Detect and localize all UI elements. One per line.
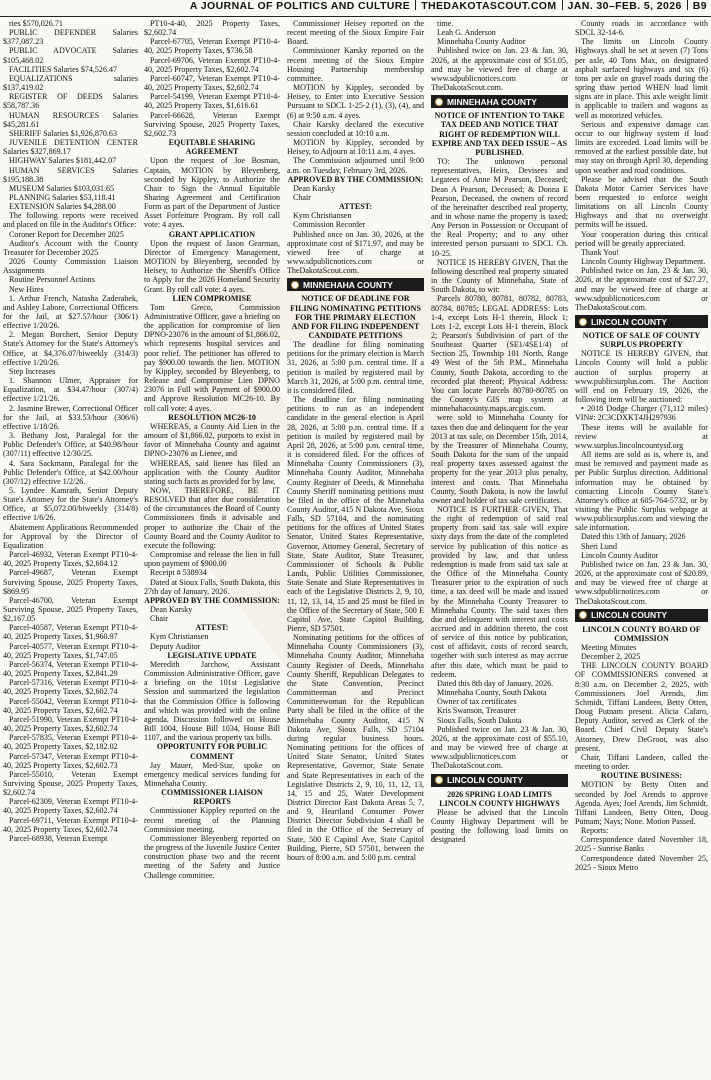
notice-paragraph: MUSEUM Salaries $103,031.65 <box>9 183 115 193</box>
notice-body <box>287 340 424 862</box>
notice-paragraph: Parcel-56374, Veteran Exempt PT10-4-40, 2025 Property Taxes, $2,841.29 <box>3 659 138 679</box>
notice-paragraph: Receipt # 538934 <box>150 568 207 578</box>
commission-minutes-end <box>287 19 424 275</box>
notice-title: 2026 SPRING LOAD LIMITS LINCOLN COUNTY HIGHWAYS <box>439 789 560 808</box>
notice-paragraph: Meredith Jarchow, Assistant Commission Administrative Officer, gave a briefing on the 101st Legislative Session and summarized the legislation that the Commission Office is following and which was provided with the online agenda. Discussion followed on House Bill 1004, House Bill 1034, House Bill 1107, and the various property tax bills. <box>144 659 280 743</box>
notice-paragraph: NOTICE IS HEREBY GIVEN, That the following described real property situated in the County of Minnehaha, State of South Dakota, to wit: <box>431 257 568 295</box>
notice-paragraph: SHERIFF Salaries $1,926,870.63 <box>9 128 117 138</box>
notice-paragraph: • 2018 Dodge Charger (71,112 miles) VIN#: 2C3CDXKT4JH297936 <box>575 404 708 423</box>
notice-paragraph: Parcel-57316, Veteran Exempt PT10-4-40, 2025 Property Taxes, $2,602.74 <box>3 678 138 697</box>
notice-paragraph: PT10-4-40, 2025 Property Taxes, $2,602.74 <box>144 19 280 38</box>
notice-paragraph: Chair <box>293 192 311 202</box>
notice-paragraph: County roads in accordance with SDCL 32-14-6. <box>575 19 708 38</box>
notice-paragraph[interactable]: Published twice on Jan. 23 & Jan. 30, 2026, at the approximate cost of $20.89, and may be viewed free of charge at www.sdpublicnotices.com or TheDakotaScout.com. <box>575 559 708 606</box>
notice-paragraph: Jay Mauer, Med-Star, spoke on emergency medical services funding for Minnehaha County. <box>144 760 280 788</box>
notice-paragraph: Commissioner Bleyenberg reported on the progress of the Juvenile Justice Center construction phase two and the recent meeting of the Safety and Justice Challenge committee. <box>144 833 280 880</box>
notice-paragraph: The deadline for filing nominating petitions for the primary election is March 31, 2026, at 5:00 p.m. central time. If a petition is mailed by registered mail by March 31, 2026, at 5:00 p.m. central time, it is considered filed. <box>287 340 424 395</box>
notice-paragraph: Commissioner Karsky reported on the recent meeting of the Sioux Empire Housing Partnership membership committee. <box>287 46 424 83</box>
notice-paragraph: Tom Greco, Commission Administrative Officer, gave a briefing on the application for compromise of lien DPNO-23076 in the amount of $1,866.02, which represents hospital services and poor relief. The petitioner has offered to pay $900.00 towards the lien. MOTION by Kippley, seconded by Bleyenberg, to Release and Compromise Lien DPNO 23076 in Full with Payment of $900.00 and Approve Resolution MC26-10. By roll call vote: 4 ayes. <box>144 302 280 413</box>
notice-paragraph: GRANT APPLICATION <box>168 229 256 239</box>
notice-paragraph: Please be advised that the Lincoln County Highway Department will be posting the following load limits on designated <box>431 807 568 845</box>
section-banner <box>575 315 708 328</box>
notice-paragraph: MOTION by Kippley, seconded by Heisey, to Adjourn at 10:11 a.m. 4 ayes. <box>287 138 424 157</box>
county-seal-icon <box>435 776 443 784</box>
notice-paragraph: ATTEST: <box>195 623 229 633</box>
issue-date: JAN. 30–FEB. 5, 2026 <box>567 0 682 12</box>
notice-paragraph: 2026 County Commission Liaison Assignments <box>3 257 138 276</box>
notice-paragraph: Abatement Applications Recommended for Approval by the Director of Equalization <box>3 522 138 550</box>
notice-paragraph: Chair, Tiffani Landeen, called the meeting to order. <box>575 752 708 772</box>
county-seal-icon <box>291 281 299 289</box>
notice-paragraph: Owner of tax certificates <box>437 697 517 707</box>
notice-paragraph: OPPORTUNITY FOR PUBLIC COMMENT <box>156 742 268 761</box>
notice-paragraph: LIEN COMPROMISE <box>172 293 252 303</box>
notice-paragraph[interactable]: Published twice on Jan. 23 & Jan. 30, 2026, at the approximate cost of $51.05, and may be viewed free of charge at www.sdpublicnotices.com or TheDakotaScout.com. <box>431 46 568 93</box>
banner-label: LINCOLN COUNTY <box>591 610 668 621</box>
notice-paragraph: EXTENSION Salaries $4,288.00 <box>9 202 116 212</box>
notice-paragraph: Kym Christiansen <box>150 632 209 642</box>
notice-paragraph: PLANNING Salaries $53,118.41 <box>9 192 116 202</box>
notice-paragraph: Parcel-67705, Veteran Exempt PT10-4-40, 2025 Property Taxes, $736.58 <box>144 37 280 56</box>
notice-body <box>431 157 568 770</box>
notice-paragraph: Reports: <box>581 826 609 836</box>
notice-paragraph: Dated at Sioux Falls, South Dakota, this 27th day of January, 2026. <box>144 577 280 596</box>
notice-end <box>431 19 568 92</box>
notice-paragraph: ATTEST: <box>338 202 373 212</box>
notice-paragraph: Parcel-51990, Veteran Exempt PT10-4-40, 2025 Property Taxes, $2,602.74 <box>3 714 138 734</box>
notice-paragraph: REGISTER OF DEEDS Salaries $58,787.36 <box>3 92 138 111</box>
notice-paragraph: Parcel-60747, Veteran Exempt PT10-4-40, 2025 Property Taxes, $2,602.74 <box>144 73 280 93</box>
notice-paragraph[interactable]: Published once on Jan. 30, 2026, at the approximate cost of $171.97, and may be viewed free of charge at www.sdpublicnotices.com or TheDakotaScout.com. <box>287 229 424 276</box>
notice-paragraph: The following reports were received and placed on file in the Auditor's Office: <box>3 211 138 230</box>
site-name[interactable]: THEDAKOTASCOUT.COM <box>421 0 557 12</box>
notice-body <box>431 808 568 845</box>
banner-label: LINCOLN COUNTY <box>591 316 668 327</box>
notice-paragraph[interactable]: Parcels 80780, 80781, 80782, 80783, 80784, 80785; LEGAL ADDRESS: Lots 1-4, except Lots H-1 therein, Block 1; Lots 1-2, except Lots H-1 therein, Block 2; Pearson's Subdivision of part of the Southeast Quarter (SE1/4SE1/4) of Section 25, Township 101 North, Range 49 West of the 5th P.M., Minnehaha County, South Dakota, according to the recorded plat thereof; Physical Address: You can locate Parcels 80780-80785 on the County's GIS map system at minnehahacounty.maps.arcgis.com. <box>431 294 568 414</box>
notice-paragraph: WHEREAS, a County Aid Lien in the amount of $1,866.02, purports to exist in favor of Minnehaha County and against DPNO-23076 as Lienee, and <box>144 421 280 459</box>
section-banner <box>431 95 568 108</box>
notice-paragraph: NOW, THEREFORE, BE IT RESOLVED that after due consideration of the circumstances the Board of County Commissioners finds it advisable and proper to authorize the Chair of the County Board and the County Auditor to execute the following: <box>144 485 280 550</box>
notice-paragraph: Coroner Report for December 2025 <box>9 229 124 239</box>
notice-paragraph: RESOLUTION MC26-10 <box>168 412 256 422</box>
notice-paragraph: Parcel-66628, Veteran Exempt Surviving Spouse, 2025 Property Taxes, $2,602.73 <box>144 110 280 138</box>
notice-paragraph: Minnehaha County Auditor <box>437 37 526 47</box>
notice-paragraph[interactable]: Published twice on Jan. 23 & Jan. 30, 2026, at the approximate cost of $27.27, and may be viewed free of charge at www.sdpublicnotices.com or TheDakotaScout.com. <box>575 266 708 312</box>
notice-paragraph: MOTION by Kippley, seconded by Heisey, to Enter into Executive Session Pursuant to SDCL 1-25-2 (1), (3), (4), and (6) at 9:50 a.m. 4 ayes. <box>287 83 424 120</box>
notice-paragraph: Dated this 13th of January, 2026 <box>581 532 686 542</box>
notice-paragraph: LEGISLATIVE UPDATE <box>167 650 257 660</box>
notice-paragraph: Routine Personnel Actions <box>9 275 95 285</box>
notice-body <box>575 349 708 605</box>
notice-paragraph: Commissioner Kippley reported on the recent meeting of the Planning Commission meeting. <box>144 806 280 834</box>
notice-paragraph: Correspondence dated November 25, 2025 - Sioux Metro <box>575 853 708 872</box>
notice-paragraph: Your cooperation during this critical period will be greatly appreciated. <box>575 229 708 248</box>
notice-paragraph: Dean Karsky <box>293 183 336 193</box>
column-4 <box>431 19 568 1077</box>
notice-paragraph: Chair Karsky declared the executive session concluded at 10:10 a.m. <box>287 119 424 138</box>
notice-paragraph: 4. Sara Sackmann, Paralegal for the Public Defender's Office, at $42.00/hour (307/12) effective 1/2/26. <box>3 458 138 486</box>
notice-paragraph: Parcel-55010, Veteran Exempt Surviving Spouse, 2025 Property Taxes, $2,602.74 <box>3 769 138 798</box>
notice-paragraph: PUBLIC DEFENDER Salaries $377,087.23 <box>3 28 138 47</box>
notice-paragraph: 1. Shannon Ulmer, Appraiser for Equalization, at $34.47/hour (307/4) effective 1/21/26. <box>3 376 138 404</box>
notice-paragraph: WHEREAS, said lienee has filed an application with the County Auditor stating such facts as provided for by law, <box>144 458 280 486</box>
notice-paragraph: Parcel-57835, Veteran Exempt PT10-4-40, 2025 Property Taxes, $2,182.02 <box>3 733 138 752</box>
notice-paragraph: ries $570,026.71 <box>9 19 63 28</box>
notice-paragraph: time. <box>437 19 454 28</box>
legal-notices-columns <box>3 19 708 1077</box>
notice-end <box>575 19 708 312</box>
notice-paragraph: Parcel-55042, Veteran Exempt PT10-4-40, 2025 Property Taxes, $2,602.74 <box>3 696 138 715</box>
notice-paragraph: New Hires <box>9 284 44 294</box>
notice-paragraph: Parcel-49687, Veteran Exempt Surviving Spouse, 2025 Property Taxes, $869.95 <box>3 568 138 596</box>
banner-label: MINNEHAHA COUNTY <box>447 96 537 107</box>
notice-paragraph: Sheri Lund <box>581 541 617 551</box>
notice-paragraph: Minnehaha County, South Dakota <box>437 688 547 698</box>
notice-paragraph: NOTICE IS FURTHER GIVEN, That the right of redemption of said real property from said tax sale will expire sixty days from the date of the completed service by publication of this notice as provided by law, and that unless redemption is made from said tax sale at the Office of the Minnehaha County Treasurer prior to the expiration of such time, a tax deed will be made and issued by the Minnehaha County Treasurer to Minnehaha County. The said taxes then due and delinquent with interest and costs accrued and in addition thereto, the cost of service of this notice by publication, cost of affidavit, costs of record search, together with such interest as may accrue after this date, which must be paid to redeem. <box>431 504 568 679</box>
page-number: B9 <box>692 0 707 12</box>
banner-label: LINCOLN COUNTY <box>447 775 524 785</box>
notice-paragraph: Serious and expensive damage can occur to our highway system if load limits are exceeded. Load limits will be removed at the earliest possible date, but may stay on through April 30, depending upon weather and road conditions. <box>575 119 708 175</box>
notice-paragraph[interactable]: Published twice on Jan. 23 & Jan. 30, 2026, at the approximate cost of $55.10, and may be viewed free of charge at www.sdpublicnotices.com or TheDakotaScout.com. <box>431 724 568 771</box>
notice-paragraph: EQUALIZATIONS salaries $137,419.02 <box>3 73 138 93</box>
notice-paragraph: 2. Jasmine Brewer, Correctional Officer for the Jail, at $33.53/hour (306/6) effective 1/18/26. <box>3 403 138 431</box>
notice-paragraph: TO: The unknown personal representatives, Heirs, Devisees and Legatees of Anne M Pearson, Deceased; Dean A Pearson, Deceased; & Donna E Pearson, Deceased, the owners of record of the hereinafter described real property, and in whose name the property is taxed; Any Person in Possession or Occupant of the Real Property; and to any other interested person pursuant to SDCL Ch. 10-25. <box>431 157 568 258</box>
notice-paragraph: HIGHWAY Salaries $181,442.07 <box>9 156 117 166</box>
notice-paragraph: Upon the request of Jason Gearman, Director of Emergency Management, MOTION by Bleyenberg, seconded by Heisey, to Authorize the Sheriff's Office to Apply for the 2026 Homeland Security Grant. By roll call vote: 4 ayes. <box>144 238 280 294</box>
notice-paragraph: FACILITIES Salaries $74,526.47 <box>9 64 118 74</box>
notice-paragraph: Kris Swanson, Treasurer <box>437 706 517 716</box>
notice-paragraph: Lincoln County Highway Department. <box>581 257 706 267</box>
notice-paragraph: Meeting Minutes <box>581 643 637 652</box>
notice-paragraph: HUMAN SERVICES Salaries $195,188.38 <box>3 165 138 184</box>
notice-paragraph: The Commission adjourned until 9:00 a.m. on Tuesday, February 3rd, 2026. <box>287 156 424 175</box>
notice-paragraph: Thank You! <box>581 247 620 257</box>
notice-paragraph: Parcel-69711, Veteran Exempt PT10-4-40, 2025 Property Taxes, $2,602.74 <box>3 815 138 834</box>
column-1 <box>3 19 138 1077</box>
notice-paragraph: Parcel-69706, Veteran Exempt PT10-4-40, 2025 Property Taxes, $2,602.74 <box>144 55 280 74</box>
county-seal-icon <box>435 98 443 106</box>
notice-paragraph: 3. Bethany Jost, Paralegal for the Public Defender's Office, at $40.98/hour (307/11) effective 12/30/25. <box>3 431 138 459</box>
column-3 <box>287 19 424 1077</box>
notice-paragraph: MOTION by Betty Otten and seconded by Joel Arends to approve Agenda. Ayes; Joel Arends, Jim Schmidt, Tiffani Landeen, Betty Otten, Doug Putnam; Nays; None. Motion Passed. <box>575 780 708 826</box>
notice-paragraph: Deputy Auditor <box>150 641 201 651</box>
notice-title: NOTICE OF INTENTION TO TAKE TAX DEED AND NOTICE THAT RIGHT OF REDEMPTION WILL EXPIRE AND TAX DEED ISSUE – AS PUBLISHED. <box>431 111 568 157</box>
notice-paragraph: Parcel-62309, Veteran Exempt PT10-4-40, 2025 Property Taxes, $2,602.74 <box>3 797 138 816</box>
notice-paragraph: Parcel-57347, Veteran Exempt PT10-4-40, 2025 Property Taxes, $2,602.73 <box>3 751 138 770</box>
notice-paragraph: 5. Lyndee Kamrath, Senior Deputy State's Attorney for the State's Attorney's Office, at $5,072.00/biweekly (314/8) effective 1/6/26. <box>3 485 138 523</box>
notice-paragraph: JUVENILE DETENTION CENTER Salaries $327,869.17 <box>3 138 138 157</box>
notice-paragraph[interactable]: NOTICE IS HEREBY GIVEN, that Lincoln County will hold a public auction of surplus property at www.publicsurplus.com. The Auction will end on February 19, 2026, the following item will be auctioned: <box>575 349 708 405</box>
notice-paragraph[interactable]: These items will be available for review at www.surplus.lincolncountysd.org <box>575 422 708 450</box>
notice-paragraph: Chair <box>150 614 168 624</box>
notice-paragraph: Nominating petitions for the offices of Minnehaha County Commissioners (3), Minnehaha County Auditor, Minnehaha County Register of Deeds, Minnehaha County Sheriff, Republican Delegates to the State Convention, Precinct Committeeman and Precinct Committeewoman for the Republican Party shall be filed in the office of the Minnehaha County Auditor, 415 N Dakota Ave, Sioux Falls, SD 57104 during regular business hours. Nominating petitions for the offices of United State Senator, United States Representative, Governor, State Senate and State Representatives in each of the Legislative Districts 2, 9, 10, 11, 12, 13, 14, 15 and 25, Water Development District Director East Dakota Areas 5, 7, and 9, Heartland Consumer Power District Director Subdivision 4 shall be filed in the Office of the Secretary of State, 500 E Capitol Ave, State Capitol Building, Pierre, SD 57501, between the hours of 8:00 a.m. and 5:00 p.m. central <box>287 633 424 862</box>
notice-paragraph: COMMISSIONER LIAISON REPORTS <box>161 788 263 807</box>
notice-paragraph: Dean Karsky <box>150 605 193 614</box>
section-banner <box>431 774 568 787</box>
notice-paragraph: APPROVED BY THE COMMISSION: <box>287 174 424 184</box>
notice-paragraph: Parcel-40587, Veteran Exempt PT10-4-40, 2025 Property Taxes, $1,960.97 <box>3 623 138 642</box>
notice-paragraph: APPROVED BY THE COMMISSION: <box>144 595 280 605</box>
notice-paragraph[interactable]: All items are sold as is, where is, and must be removed and payment made as per Public Surplus direction. Additional information may be obtained by contacting Lincoln County State's Attorney's office at 605-764-5732, or by visiting the Public Surplus webpage at www.publicsurplus.com and viewing the sale information. <box>575 450 708 533</box>
notice-paragraph: Auditor's Account with the County Treasurer for December 2025 <box>3 238 138 257</box>
notice-paragraph: Parcel-68938, Veteran Exempt <box>9 833 108 843</box>
notice-paragraph: ROUTINE BUSINESS: <box>600 771 683 781</box>
section-banner <box>287 278 424 291</box>
notice-paragraph: PUBLIC ADVOCATE Salaries $105,468.02 <box>3 46 138 65</box>
notice-paragraph: 2. Megan Borchert, Senior Deputy State's Attorney for the State's Attorney's Office, at $4,376.07/biweekly (314/3) effective 1/20/26. <box>3 330 138 367</box>
notice-paragraph: Kym Christiansen <box>293 211 352 221</box>
county-seal-icon <box>579 318 587 326</box>
notice-paragraph: Step Increases <box>9 366 56 376</box>
notice-paragraph: Parcel-46932, Veteran Exempt PT10-4-40, 2025 Property Taxes, $2,604.12 <box>3 550 138 569</box>
notice-title: NOTICE OF SALE OF COUNTY SURPLUS PROPERTY <box>582 331 701 350</box>
notice-paragraph: Dated this 8th day of January, 2026. <box>437 678 554 688</box>
notice-title: NOTICE OF DEADLINE FOR FILING NOMINATING PETITIONS FOR THE PRIMARY ELECTION AND FOR FILING INDEPENDENT CANDIDATE PETITIONS <box>290 294 421 340</box>
notice-paragraph: Parcel-46700, Veteran Exempt Surviving Spouse, 2025 Property Taxes, $2,167.05 <box>3 595 138 624</box>
page-header <box>0 0 711 17</box>
column-5 <box>575 19 708 1077</box>
notice-paragraph: EQUITABLE SHARING AGREEMENT <box>168 138 256 157</box>
notice-paragraph: THE LINCOLN COUNTY BOARD OF COMMISSIONERS convened at 8:30 a.m. on December 2, 2025, with Commissioners Joel Arends, Jim Schmidt, Tiffani Landeen, Betty Otten, Doug Putnam present. Alicia Cafaro, Deputy Auditor, served as Clerk of the Board. Chief Civil Deputy State's Attorney, Drew DeGroot, was also present. <box>575 661 708 753</box>
notice-paragraph: Commissioner Heisey reported on the recent meeting of the Sioux Empire Fair Board. <box>287 19 424 47</box>
publication-tagline: A JOURNAL OF POLITICS AND CULTURE <box>189 0 411 12</box>
notice-paragraph: Correspondence dated November 18, 2025 - Sunrise Banks <box>575 835 708 854</box>
notice-paragraph: The limits on Lincoln County Highways shall be set at seven (7) Tons per axle, 40 Tons Max, on designated asphalt surfaced highways and six (6) tons per axle on gravel roads during the spring thaw period WHEN load limit signs are in place. This axle weight limit is applicable to trailers and wagons as well as motorized vehicles. <box>575 37 708 120</box>
notice-paragraph: Sioux Falls, South Dakota <box>437 715 522 725</box>
section-banner <box>575 609 708 622</box>
notice-paragraph: Upon the request of Joe Bosman, Captain, MOTION by Bleyenberg, seconded by Kippley, to Authorize the Chair to Sign the Annual Equitable Sharing Agreement and Certification Form as part of the Department of Justice Asset Forfeiture Program. By roll call vote: 4 ayes. <box>144 156 280 230</box>
notice-paragraph: HUMAN RESOURCES Salaries $45,281.61 <box>3 110 138 129</box>
notice-paragraph: Commission Recorder <box>293 220 366 230</box>
notice-body <box>575 643 708 872</box>
notice-paragraph: Compromise and release the lien in full upon payment of $900.00 <box>144 550 280 569</box>
notice-paragraph: Parcel-54199, Veteran Exempt PT10-4-40, 2025 Property Taxes, $1,616.61 <box>144 92 280 111</box>
notice-paragraph: Leah G. Anderson <box>437 28 496 38</box>
notice-title: LINCOLN COUNTY BOARD OF COMMISSION <box>582 624 701 643</box>
header-text <box>190 0 707 12</box>
notice-paragraph: Please be advised that the South Dakota Motor Carrier Services have been requested to enforce weight limitations on all Lincoln County Highways and that no overweight permits will be issued. <box>575 174 708 230</box>
notice-paragraph: were sold to Minnehaha County for taxes then due and delinquent for the year 2013 at tax sale, on December 15th, 2014, by the Treasurer of Minnehaha County, South Dakota for the sum of the unpaid real property taxes assessed against the property for the year 2013 plus penalty, interest and costs. That Minnehaha County, South Dakota, is now the lawful owner and holder of tax sale certificates. <box>431 413 568 505</box>
notice-paragraph: 1. Arthur French, Natasha Zaderabek, and Ashley Labore, Correctional Officers for the Jail, at $27.57/hour (306/1) effective 1/20/26. <box>3 293 138 331</box>
notice-paragraph: December 2, 2025 <box>581 652 641 662</box>
notice-paragraph: The deadline for filing nominating petitions to run as an independent candidate in the general election is April 28, 2026, at 5:00 p.m. central time. If a petition is mailed by registered mail by April 28, 2026, at 5:00 p.m. central time, it is considered filed. For the offices of Minnehaha County Commissioners (3), Minnehaha County Auditor, Minnehaha County Register of Deeds, & Minnehaha County Sheriff nominating petitions must be filed in the office of the Minnehaha County Auditor, 415 N Dakota Ave, Sioux Falls, SD 57104, and the nominating petitions for the offices of United States Senator, United States Representative, Governor, Attorney General, Secretary of State, State Auditor, State Treasurer, Commissioner of Schools & Public Lands, Public Utilities Commissioner, State Senate and State Representatives in each of the Legislative Districts 2, 9, 10, 11, 12, 13, 14, 15 and 25 must be filed in the Office of the Secretary of State, 500 E Capitol Ave, State Capitol Building, Pierre, SD 57501. <box>287 395 424 633</box>
banner-label: MINNEHAHA COUNTY <box>303 279 393 290</box>
notice-paragraph: Lincoln County Auditor <box>581 550 659 560</box>
column-2 <box>144 19 280 1077</box>
county-seal-icon <box>579 611 587 619</box>
notice-paragraph: Parcel-40577, Veteran Exempt PT10-4-40, 2025 Property Taxes, $1,747.05 <box>3 641 138 660</box>
